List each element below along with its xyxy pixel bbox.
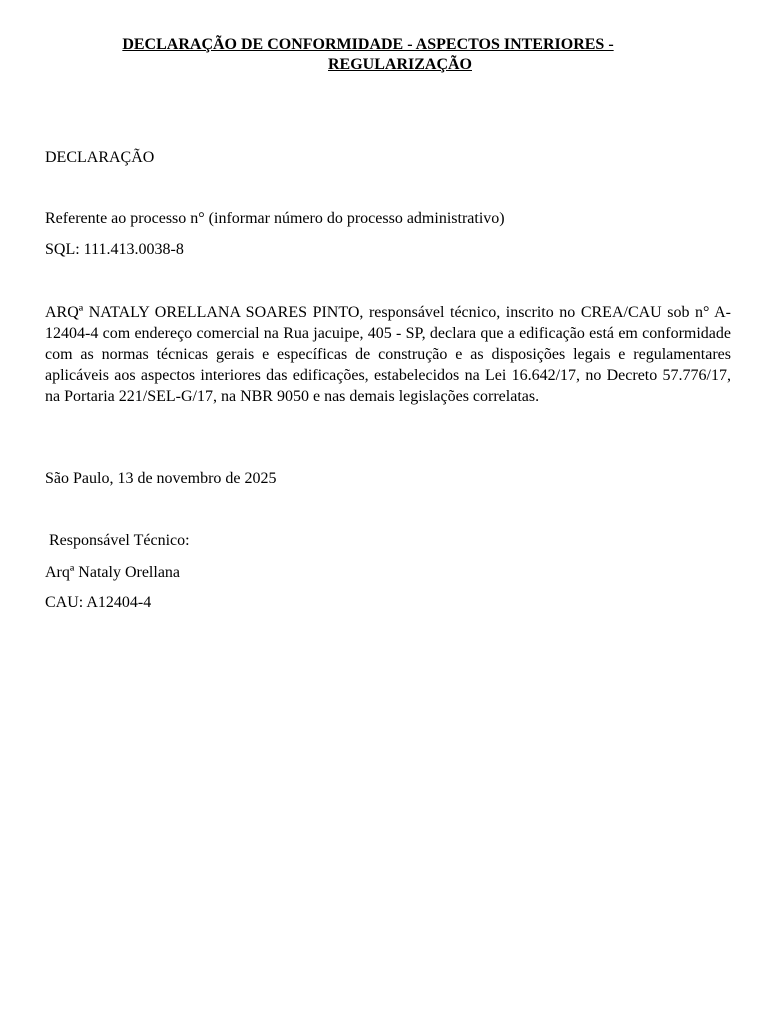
process-reference: Referente ao processo n° (informar número do processo administrativo) [45,210,505,227]
sql-number: SQL: 111.413.0038-8 [45,241,184,258]
signature-label: Responsável Técnico: [45,532,190,549]
signature-cau: CAU: A12404-4 [45,594,152,611]
date-line: São Paulo, 13 de novembro de 2025 [45,470,277,487]
declaration-body: ARQª NATALY ORELLANA SOARES PINTO, responsável técnico, inscrito no CREA/CAU sob n° A-12404-4 com endereço comercial na Rua jacuipe, 405 - SP, declara que a edificação está em conformidade com as normas técnicas gerais e específicas de construção e as disposições legais e regulamentares aplicáveis aos aspectos interiores das edificações, estabelecidos na Lei 16.642/17, no Decreto 57.776/17, na Portaria 221/SEL-G/17, na NBR 9050 e nas demais legislações correlatas. [45,304,731,405]
document-title [40,35,696,75]
signature-name: Arqª Nataly Orellana [45,564,181,581]
title-line-1: DECLARAÇÃO DE CONFORMIDADE - ASPECTOS INTERIORES - [122,36,614,53]
declaration-heading: DECLARAÇÃO [45,149,155,166]
title-line-2: REGULARIZAÇÃO [327,56,472,73]
